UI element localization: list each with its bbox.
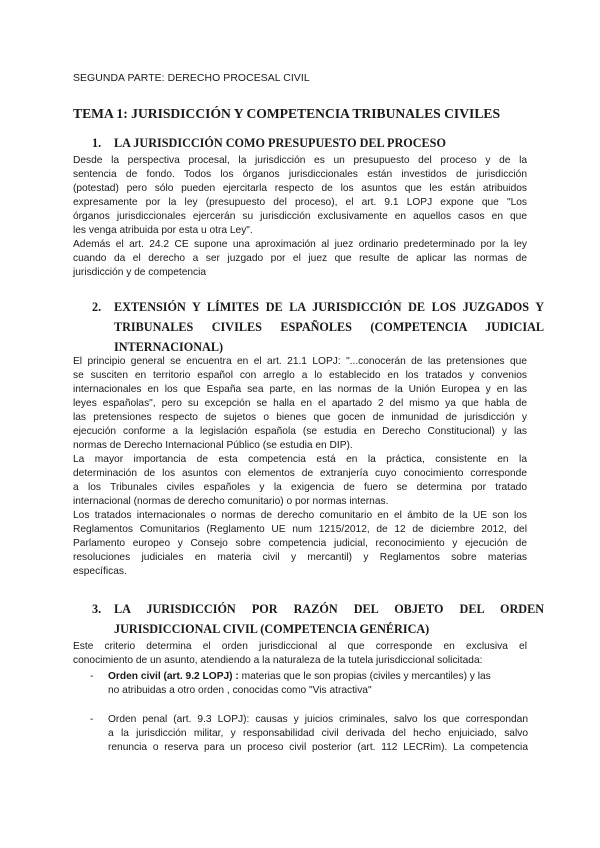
section-number: 2. <box>92 300 102 314</box>
bullet-line: no atribuidas a otro orden , conocidas como "Vis atractiva" <box>108 685 372 696</box>
paragraph-line: La mayor importancia de esta competencia está en la práctica, consistente en la <box>73 454 527 465</box>
paragraph-line: normas de Derecho Internacional Público (se estudia en DIP). <box>73 440 353 451</box>
bullet-line: a la jurisdicción militar, y responsabilidad civil derivada del hecho enjuiciado, salvo <box>108 728 528 739</box>
paragraph-line: las pretensiones respecto de sujetos o bienes que gocen de inmunidad de jurisdicción y <box>73 412 527 423</box>
paragraph-line: internacional (normas de derecho comunitario) o por normas internas. <box>73 496 389 507</box>
bullet-bold-lead: Orden civil (art. 9.2 LOPJ) : <box>108 671 239 682</box>
bullet-text: materias que le son propias (civiles y mercantiles) y las <box>238 671 491 682</box>
bullet-marker: - <box>90 714 94 725</box>
paragraph-line: les venga atribuida por esta u otra Ley". <box>73 225 253 236</box>
paragraph-line: jurisdicción y de competencia <box>73 267 207 278</box>
bullet-line: renuncia o reserva para un proceso civil posterior (art. 112 LECRim). La competencia <box>108 742 528 753</box>
paragraph-line: conocimiento de un asunto, atendiendo a la naturaleza de la tutela jurisdiccional solicitada: <box>73 655 483 666</box>
paragraph-line: Este criterio determina el orden jurisdiccional al que corresponde en exclusiva el <box>73 641 527 652</box>
paragraph-line: expresamente por la ley (presupuesto del proceso), el art. 9.1 LOPJ expone que "Los <box>73 197 527 208</box>
section-title-line: JURISDICCIONAL CIVIL (COMPETENCIA GENÉRICA) <box>114 622 430 636</box>
paragraph-line: órganos jurisdiccionales ejercerán su jurisdicción exclusivamente en aquellos casos en que <box>73 211 527 222</box>
paragraph-line: resoluciones judiciales en materia civil y mercantil) y Reglamentos sobre materias <box>73 552 527 563</box>
paragraph-line: Además el art. 24.2 CE supone una aproximación al juez ordinario predeterminado por la ley <box>73 239 527 250</box>
paragraph-line: determinación de los asuntos con elementos de extranjería cuyo conocimiento corresponde <box>73 468 527 479</box>
section-title-line: LA JURISDICCIÓN POR RAZÓN DEL OBJETO DEL ORDEN <box>114 602 544 616</box>
section-title-line: TRIBUNALES CIVILES ESPAÑOLES (COMPETENCIA JUDICIAL <box>114 320 544 334</box>
bullet-marker: - <box>90 671 94 682</box>
bullet-line: Orden penal (art. 9.3 LOPJ): causas y juicios criminales, salvo los que correspondan <box>108 714 528 725</box>
part-title: SEGUNDA PARTE: DERECHO PROCESAL CIVIL <box>73 73 310 84</box>
paragraph-line: Reglamentos Comunitarios (Reglamento UE num 1215/2012, de 12 de diciembre 2012, del <box>73 524 527 535</box>
paragraph-line: (potestad) pero sólo pueden ejercitarla respecto de los asuntos que les están atribuidos <box>73 183 527 194</box>
section-number: 1. <box>92 136 102 150</box>
paragraph-line: a los Tribunales civiles españoles y la exigencia de fuero se determina por tratado <box>73 482 527 493</box>
paragraph-line: específicas. <box>73 566 127 577</box>
paragraph-line: Los tratados internacionales o normas de derecho comunitario en el ámbito de la UE son los <box>73 510 527 521</box>
paragraph-line: cuando da el derecho a ser juzgado por el juez que resulte de aplicar las normas de <box>73 253 527 264</box>
section-2-heading <box>92 297 544 357</box>
paragraph-line: Desde la perspectiva procesal, la jurisdicción es un presupuesto del proceso y de la <box>73 155 527 166</box>
paragraph-line: Parlamento europeo y Consejo sobre competencia judicial, reconocimiento y ejecución de <box>73 538 527 549</box>
section-title-line: EXTENSIÓN Y LÍMITES DE LA JURISDICCIÓN DE LOS JUZGADOS Y <box>114 300 544 314</box>
section-title: LA JURISDICCIÓN COMO PRESUPUESTO DEL PROCESO <box>114 136 446 150</box>
paragraph-line: leyes españolas", pero su excepción se halla en el apartado 2 del mismo ya que habla de <box>73 398 527 409</box>
paragraph-line: sentencia de fondo. Todos los órganos jurisdiccionales están investidos de jurisdicción <box>73 169 527 180</box>
paragraph-line: El principio general se encuentra en el art. 21.1 LOPJ: "...conocerán de las pretensiones que <box>73 356 527 367</box>
section-1-heading <box>92 133 532 153</box>
paragraph-line: internacionales en los que España sea parte, en las normas de la Unión Europea y en las <box>73 384 527 395</box>
bullet-line <box>108 670 528 684</box>
section-number: 3. <box>92 602 102 616</box>
section-title-line: INTERNACIONAL) <box>114 340 224 354</box>
paragraph-line: ejecución conforme a la legislación española (se estudia en Derecho Constitucional) y las <box>73 426 527 437</box>
tema-title: TEMA 1: JURISDICCIÓN Y COMPETENCIA TRIBUNALES CIVILES <box>73 106 501 121</box>
section-3-heading <box>92 599 544 639</box>
paragraph-line: se susciten en territorio español con arreglo a lo establecido en los tratados y convenios <box>73 370 527 381</box>
